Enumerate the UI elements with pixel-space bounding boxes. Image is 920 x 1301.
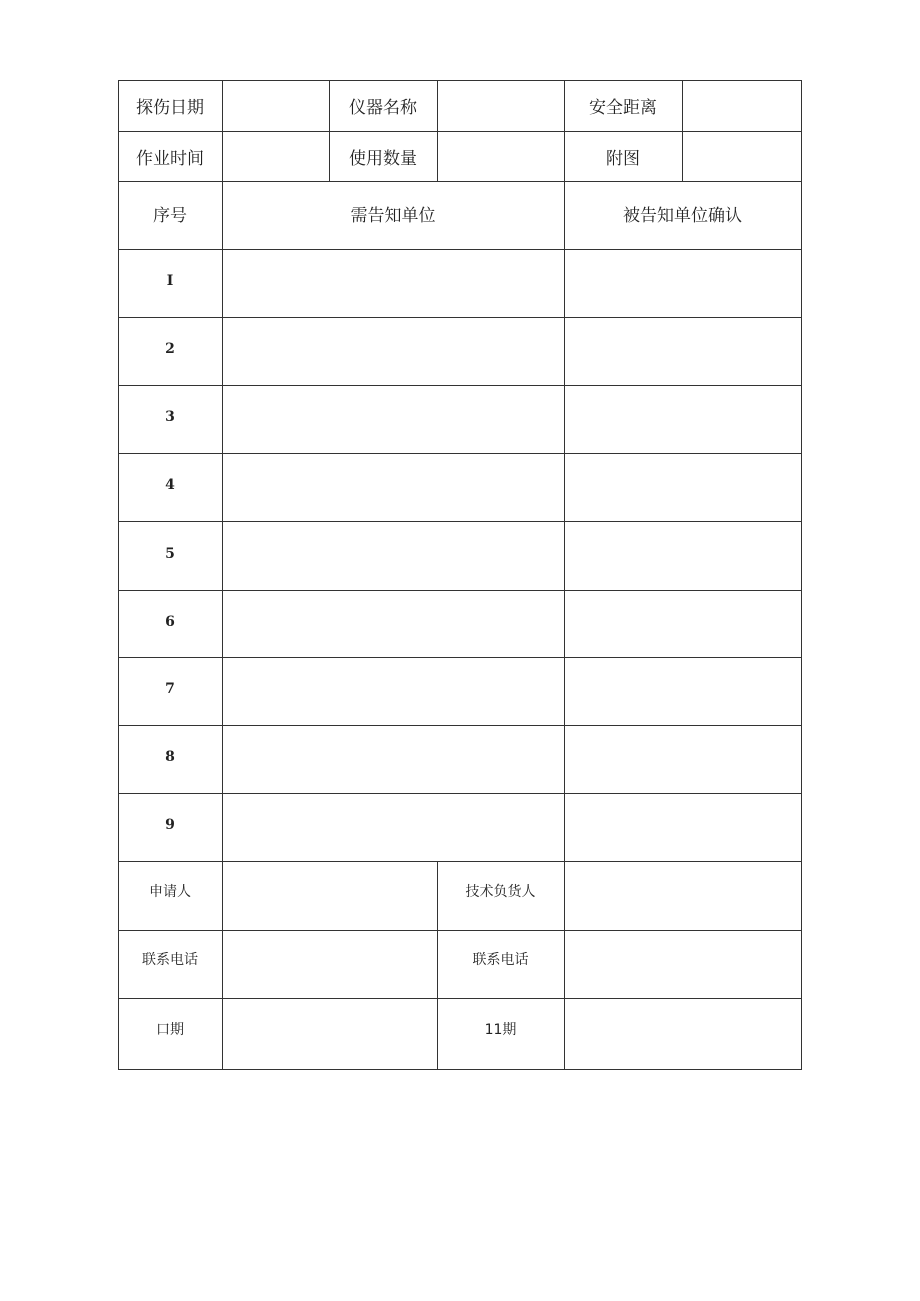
row-index: I bbox=[166, 273, 174, 289]
confirm-field[interactable] bbox=[564, 249, 801, 317]
confirm-field[interactable] bbox=[564, 317, 801, 385]
footer-label: 联系电话 bbox=[142, 952, 198, 968]
row-index: 3 bbox=[165, 409, 175, 425]
header-label: 作业时间 bbox=[136, 148, 204, 169]
header-value-field[interactable] bbox=[222, 131, 329, 181]
footer-value-field[interactable] bbox=[564, 930, 801, 998]
header-value-field[interactable] bbox=[437, 80, 564, 131]
footer-label: 申请人 bbox=[149, 883, 191, 900]
footer-value-field[interactable] bbox=[222, 998, 437, 1069]
notify-unit-field[interactable] bbox=[222, 725, 564, 793]
row-index: 5 bbox=[165, 545, 175, 562]
footer-label: 11期 bbox=[484, 1021, 517, 1038]
row-index: 9 bbox=[165, 817, 175, 833]
row-index: 8 bbox=[165, 749, 175, 765]
confirm-field[interactable] bbox=[564, 521, 801, 590]
confirm-field[interactable] bbox=[564, 453, 801, 521]
column-header-index: 序号 bbox=[153, 205, 187, 226]
notify-unit-field[interactable] bbox=[222, 521, 564, 590]
column-header-confirm: 被告知单位确认 bbox=[623, 205, 742, 226]
confirm-field[interactable] bbox=[564, 385, 801, 453]
row-index: 6 bbox=[165, 613, 175, 630]
header-value-field[interactable] bbox=[682, 80, 801, 131]
confirm-field[interactable] bbox=[564, 793, 801, 861]
header-label: 安全距离 bbox=[589, 98, 657, 118]
notify-unit-field[interactable] bbox=[222, 657, 564, 725]
footer-label: 技术负货人 bbox=[465, 883, 536, 900]
row-index: 7 bbox=[165, 681, 175, 697]
header-label: 使用数量 bbox=[349, 148, 417, 169]
footer-label: 口期 bbox=[156, 1021, 184, 1038]
notify-unit-field[interactable] bbox=[222, 793, 564, 861]
row-index: 2 bbox=[165, 341, 175, 357]
header-value-field[interactable] bbox=[437, 131, 564, 181]
header-value-field[interactable] bbox=[222, 80, 329, 131]
notify-unit-field[interactable] bbox=[222, 249, 564, 317]
footer-value-field[interactable] bbox=[222, 861, 437, 930]
notify-unit-field[interactable] bbox=[222, 453, 564, 521]
header-label: 附图 bbox=[606, 148, 640, 169]
footer-value-field[interactable] bbox=[222, 930, 437, 998]
header-value-field[interactable] bbox=[682, 131, 801, 181]
header-label: 探伤日期 bbox=[136, 98, 204, 118]
notify-unit-field[interactable] bbox=[222, 317, 564, 385]
notify-unit-field[interactable] bbox=[222, 590, 564, 657]
header-label: 仪器名称 bbox=[349, 98, 417, 118]
column-header-notify-unit: 需告知单位 bbox=[350, 205, 436, 226]
row-index: 4 bbox=[165, 477, 175, 493]
footer-value-field[interactable] bbox=[564, 861, 801, 930]
confirm-field[interactable] bbox=[564, 725, 801, 793]
confirm-field[interactable] bbox=[564, 657, 801, 725]
footer-label: 联系电话 bbox=[472, 952, 529, 968]
footer-value-field[interactable] bbox=[564, 998, 801, 1069]
notify-unit-field[interactable] bbox=[222, 385, 564, 453]
confirm-field[interactable] bbox=[564, 590, 801, 657]
